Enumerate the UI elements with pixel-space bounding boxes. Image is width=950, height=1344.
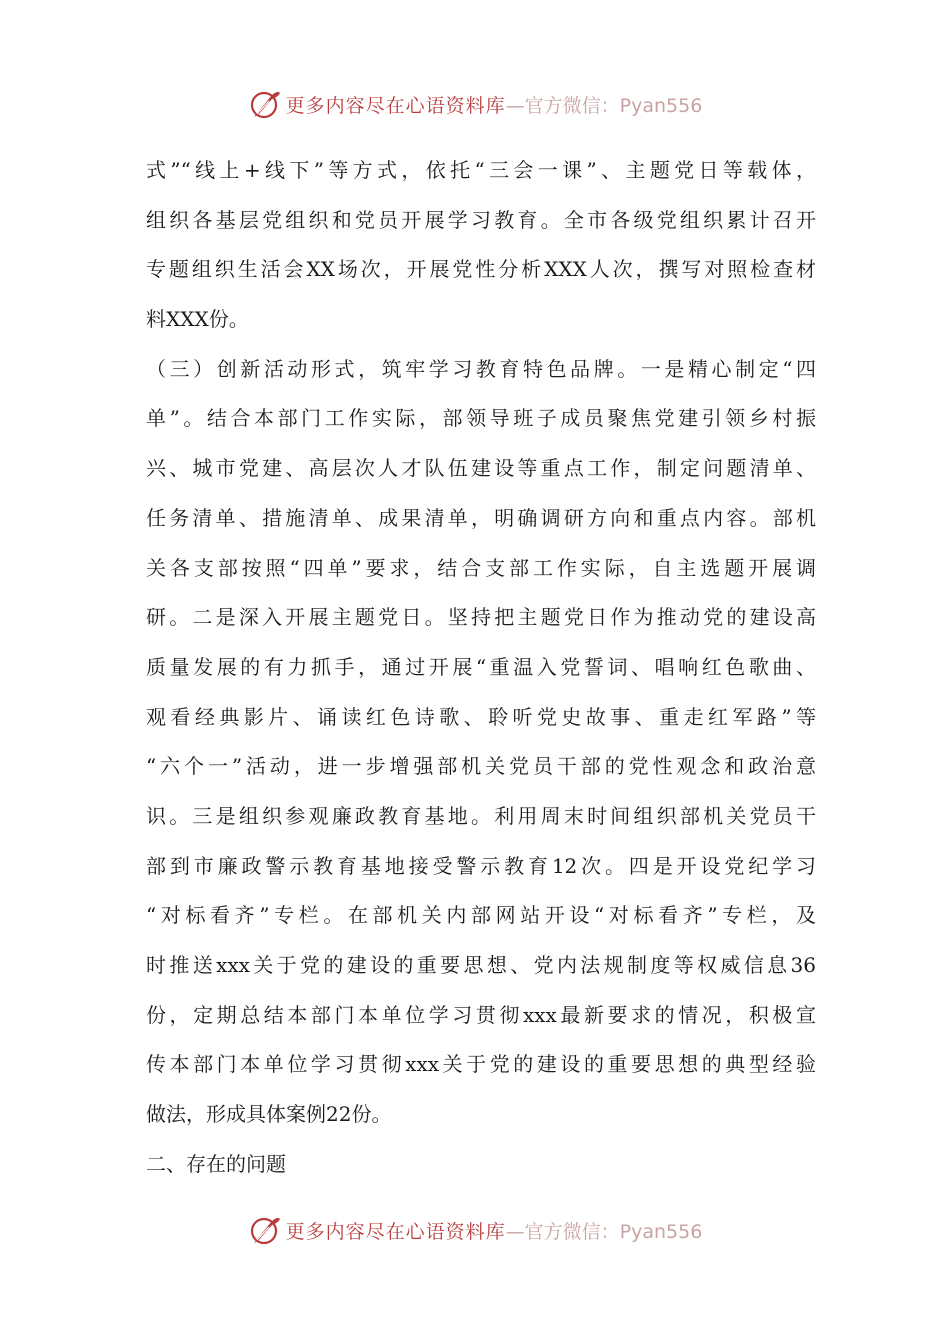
text-line-19: 传本部门本单位学习贯彻xxx关于党的建设的重要思想的典型经验 bbox=[146, 1052, 816, 1077]
text-line-2: 组织各基层党组织和党员开展学习教育。全市各级党组织累计召开 bbox=[146, 207, 816, 232]
text-line-12: 观看经典影片、诵读红色诗歌、聆听党史故事、重走红军路”等 bbox=[146, 704, 816, 729]
text-line-11: 质量发展的有力抓手，通过开展“重温入党誓词、唱响红色歌曲、 bbox=[146, 654, 816, 679]
text-line-4: 料XXX份。 bbox=[146, 307, 249, 332]
text-line-13: “六个一”活动，进一步增强部机关党员干部的党性观念和政治意 bbox=[146, 754, 816, 779]
footer-watermark bbox=[0, 1210, 950, 1250]
section-heading-3: （三）创新活动形式，筑牢学习教育特色品牌。一是精心制定“四 bbox=[146, 356, 816, 381]
header-watermark bbox=[0, 84, 950, 124]
quill-logo-icon bbox=[248, 1213, 282, 1247]
text-line-16: “对标看齐”专栏。在部机关内部网站开设“对标看齐”专栏，及 bbox=[146, 903, 816, 928]
watermark-main-text: 更多内容尽在心语资料库 bbox=[285, 1220, 506, 1243]
text-line-15: 部到市廉政警示教育基地接受警示教育12次。四是开设党纪学习 bbox=[146, 853, 816, 878]
quill-logo-icon bbox=[248, 87, 282, 121]
text-line-18: 份，定期总结本部门本单位学习贯彻xxx最新要求的情况，积极宣 bbox=[146, 1002, 816, 1027]
text-line-3: 专题组织生活会XX场次，开展党性分析XXX人次，撰写对照检查材 bbox=[146, 257, 816, 282]
document-body bbox=[146, 146, 816, 1189]
watermark-main-text: 更多内容尽在心语资料库 bbox=[285, 94, 506, 117]
text-line-6: 单”。结合本部门工作实际，部领导班子成员聚焦党建引领乡村振 bbox=[146, 406, 816, 431]
text-line-7: 兴、城市党建、高层次人才队伍建设等重点工作，制定问题清单、 bbox=[146, 456, 816, 481]
text-line-20: 做法，形成具体案例22份。 bbox=[146, 1102, 392, 1127]
watermark-sub-text: —官方微信：Pyan556 bbox=[505, 94, 703, 117]
section-heading-problems: 二、存在的问题 bbox=[146, 1151, 286, 1176]
text-line-14: 识。三是组织参观廉政教育基地。利用周末时间组织部机关党员干 bbox=[146, 803, 816, 828]
text-line-17: 时推送xxx关于党的建设的重要思想、党内法规制度等权威信息36 bbox=[146, 953, 816, 977]
text-line-10: 研。二是深入开展主题党日。坚持把主题党日作为推动党的建设高 bbox=[146, 605, 816, 630]
text-line-8: 任务清单、措施清单、成果清单，明确调研方向和重点内容。部机 bbox=[146, 505, 816, 530]
text-line-1: 式”“线上+线下”等方式，依托“三会一课”、主题党日等载体， bbox=[146, 158, 816, 182]
text-line-9: 关各支部按照“四单”要求，结合支部工作实际，自主选题开展调 bbox=[146, 555, 816, 580]
watermark-sub-text: —官方微信：Pyan556 bbox=[505, 1220, 703, 1243]
